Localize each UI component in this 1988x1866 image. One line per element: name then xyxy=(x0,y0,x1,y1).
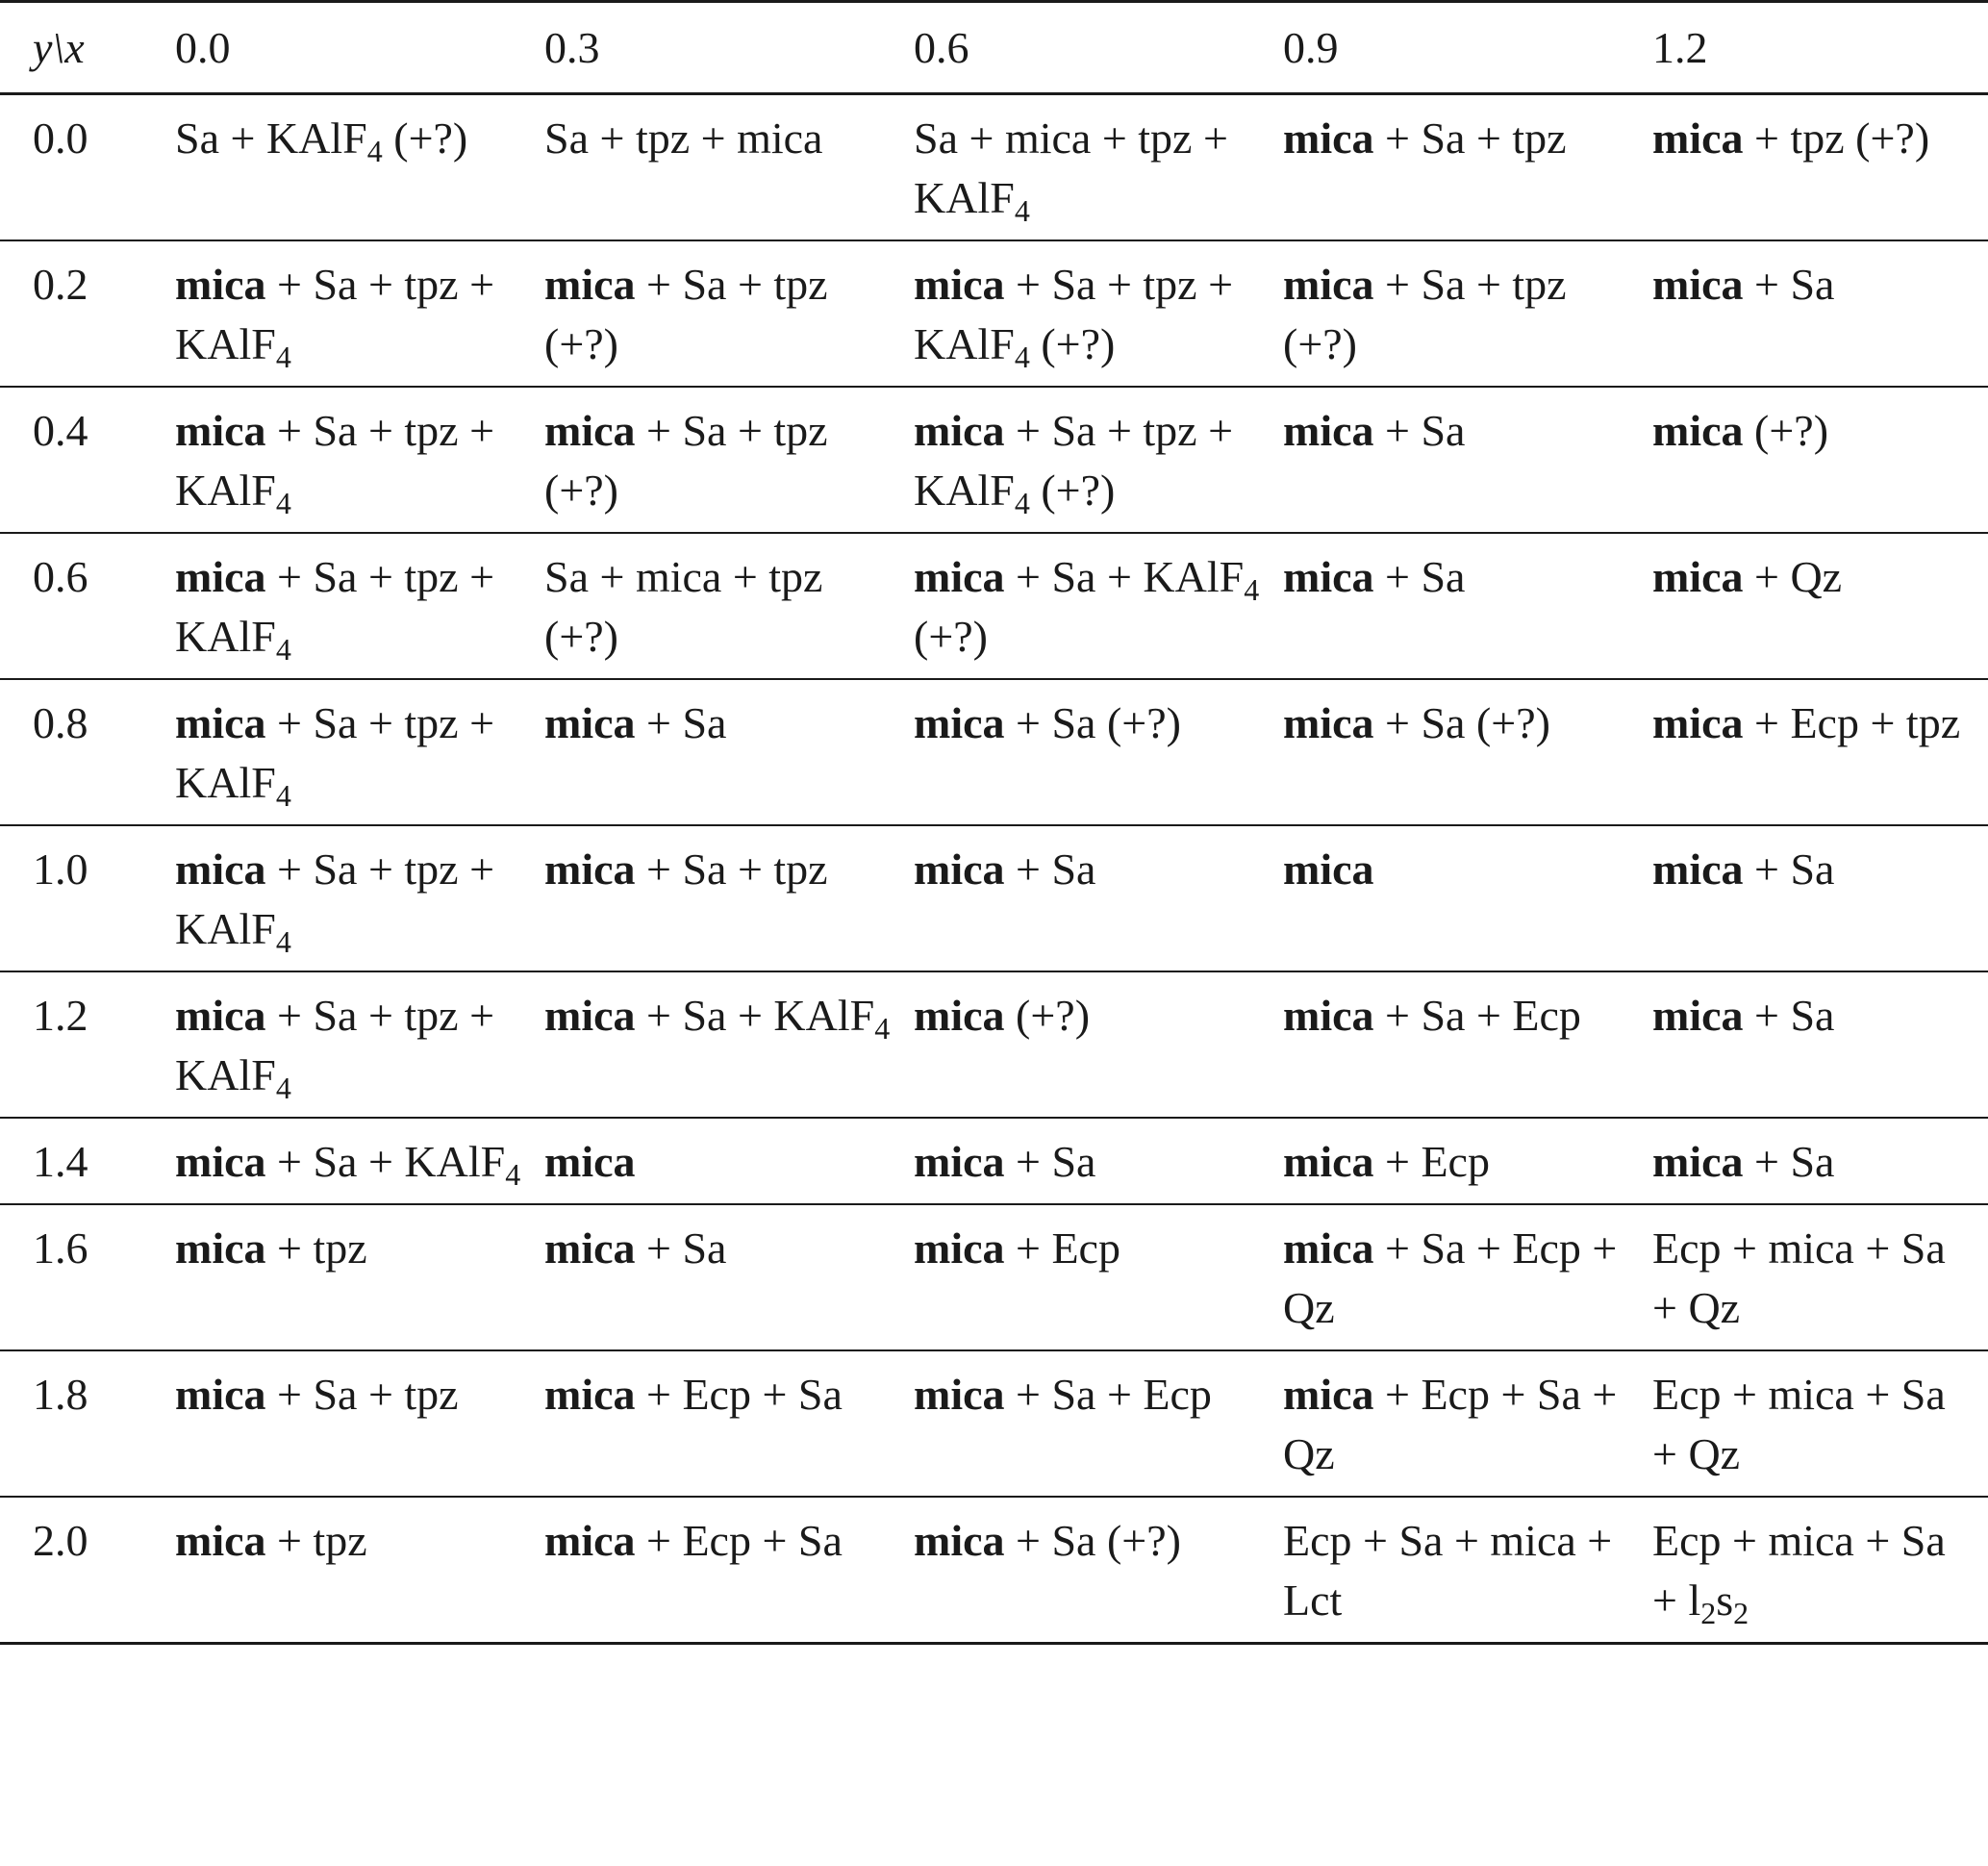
table-row xyxy=(0,240,1988,387)
primary-phase: mica xyxy=(544,260,636,309)
subscript: 4 xyxy=(275,924,291,959)
primary-phase: mica xyxy=(914,698,1005,747)
table-row xyxy=(0,1118,1988,1204)
table-cell: mica + Ecp + tpz xyxy=(1652,679,1988,825)
subscript: 4 xyxy=(275,1071,291,1105)
table-cell: Ecp + mica + $Sa + l_2s_2$ xyxy=(1652,1497,1988,1644)
primary-phase: mica xyxy=(914,406,1005,455)
table-cell: mica (+?) xyxy=(914,971,1283,1118)
primary-phase: mica xyxy=(1652,698,1744,747)
table-cell: mica + Sa (+?) xyxy=(1283,679,1652,825)
primary-phase: mica xyxy=(1652,1137,1744,1186)
table-cell: Sa + KAlF$_4$ (+?) xyxy=(175,94,544,241)
column-header: 0.6 xyxy=(914,2,1283,94)
primary-phase: mica xyxy=(1283,991,1374,1040)
table-row xyxy=(0,1204,1988,1350)
primary-phase: mica xyxy=(1283,406,1374,455)
table-cell: mica + Sa + tpz + KAlF$_4$ xyxy=(175,971,544,1118)
primary-phase: mica xyxy=(1283,260,1374,309)
primary-phase: mica xyxy=(1652,845,1744,894)
table-cell: mica + Qz xyxy=(1652,533,1988,679)
table-cell xyxy=(1283,825,1652,971)
table-cell: mica + Ecp + Sa xyxy=(544,1497,914,1644)
primary-phase: mica xyxy=(914,1370,1005,1419)
table-cell: mica + Sa xyxy=(1652,825,1988,971)
primary-phase: mica xyxy=(1652,552,1744,601)
primary-phase: mica xyxy=(1283,698,1374,747)
table-cell: mica + Sa + Ecp + Qz xyxy=(1283,1204,1652,1350)
primary-phase: mica xyxy=(175,991,266,1040)
row-header: 0.0 xyxy=(0,94,175,241)
primary-phase: mica xyxy=(1283,1137,1374,1186)
table-cell: mica + Sa xyxy=(544,1204,914,1350)
table-row xyxy=(0,971,1988,1118)
table-cell: mica + Sa xyxy=(1283,533,1652,679)
table-cell: mica + Ecp + Sa + Qz xyxy=(1283,1350,1652,1497)
table-cell: Sa + tpz + mica xyxy=(544,94,914,241)
table-cell: mica + Ecp xyxy=(1283,1118,1652,1204)
table-cell: mica + Sa + tpz (+?) xyxy=(544,387,914,533)
primary-phase: mica xyxy=(914,552,1005,601)
table-cell: mica + Sa + tpz + KAlF$_4$ xyxy=(175,825,544,971)
table-cell: mica + Sa + tpz + KAlF$_4$ xyxy=(175,533,544,679)
table-cell: mica + Sa + KAlF$_4$ xyxy=(175,1118,544,1204)
table-cell: mica + Sa + tpz xyxy=(1283,94,1652,241)
subscript: 2 xyxy=(1733,1596,1749,1630)
table-row xyxy=(0,825,1988,971)
table-cell: mica + tpz xyxy=(175,1497,544,1644)
table-cell: mica + Ecp + Sa xyxy=(544,1350,914,1497)
table-cell: mica + Sa + tpz (+?) xyxy=(1283,240,1652,387)
primary-phase: mica xyxy=(175,845,266,894)
subscript: 4 xyxy=(505,1157,521,1192)
primary-phase: mica xyxy=(175,260,266,309)
subscript: 4 xyxy=(1014,340,1030,374)
primary-phase: mica xyxy=(1652,406,1744,455)
table-cell: mica + Sa + tpz + KAlF$_4$ xyxy=(175,240,544,387)
primary-phase: mica xyxy=(1283,1370,1374,1419)
table-cell: mica + Sa (+?) xyxy=(914,1497,1283,1644)
primary-phase: mica xyxy=(175,552,266,601)
subscript: 4 xyxy=(1244,572,1260,607)
table-row xyxy=(0,679,1988,825)
subscript: 4 xyxy=(1014,486,1030,520)
subscript: 4 xyxy=(275,340,291,374)
table-cell: Ecp + mica + Sa + Qz xyxy=(1652,1204,1988,1350)
primary-phase: mica xyxy=(544,1137,636,1186)
primary-phase: mica xyxy=(544,1370,636,1419)
table-cell: mica + Sa (+?) xyxy=(914,679,1283,825)
table-row xyxy=(0,1350,1988,1497)
primary-phase: mica xyxy=(914,1516,1005,1565)
table-body xyxy=(0,94,1988,1644)
table-cell: Ecp + Sa + mica + Lct xyxy=(1283,1497,1652,1644)
primary-phase: mica xyxy=(544,698,636,747)
table-cell: mica + Sa + Ecp xyxy=(1283,971,1652,1118)
column-header: 1.2 xyxy=(1652,2,1988,94)
table-cell: mica + Sa xyxy=(1283,387,1652,533)
primary-phase: mica xyxy=(175,1370,266,1419)
table-cell: mica + Sa xyxy=(914,825,1283,971)
primary-phase: mica xyxy=(1283,845,1374,894)
table-row xyxy=(0,533,1988,679)
primary-phase: mica xyxy=(544,406,636,455)
table-cell: mica + Sa + KAlF$_4$ (+?) xyxy=(914,533,1283,679)
table-cell: mica + Sa + tpz + KAlF$_4$ (+?) xyxy=(914,240,1283,387)
row-header: 0.2 xyxy=(0,240,175,387)
column-header: 0.9 xyxy=(1283,2,1652,94)
primary-phase: mica xyxy=(175,1137,266,1186)
primary-phase: mica xyxy=(914,991,1005,1040)
primary-phase: mica xyxy=(1652,260,1744,309)
table-row xyxy=(0,1497,1988,1644)
primary-phase: mica xyxy=(914,1223,1005,1273)
subscript: 4 xyxy=(275,632,291,667)
table-cell: mica + Sa xyxy=(1652,240,1988,387)
primary-phase: mica xyxy=(175,698,266,747)
primary-phase: mica xyxy=(175,1516,266,1565)
table-cell xyxy=(544,1118,914,1204)
table-cell: mica (+?) xyxy=(1652,387,1988,533)
row-header: 2.0 xyxy=(0,1497,175,1644)
primary-phase: mica xyxy=(914,260,1005,309)
primary-phase: mica xyxy=(544,1223,636,1273)
table-cell: mica + tpz (+?) xyxy=(1652,94,1988,241)
table-cell: mica + Sa xyxy=(1652,1118,1988,1204)
primary-phase: mica xyxy=(1652,113,1744,163)
subscript: 4 xyxy=(275,778,291,813)
row-header: 0.4 xyxy=(0,387,175,533)
primary-phase: mica xyxy=(544,1516,636,1565)
table-header xyxy=(0,2,1988,94)
row-header: 1.2 xyxy=(0,971,175,1118)
primary-phase: mica xyxy=(914,845,1005,894)
table-cell: mica + Sa + tpz (+?) xyxy=(544,240,914,387)
primary-phase: mica xyxy=(544,991,636,1040)
table-cell: mica + Ecp xyxy=(914,1204,1283,1350)
primary-phase: mica xyxy=(1652,991,1744,1040)
primary-phase: mica xyxy=(1283,552,1374,601)
row-header: 0.6 xyxy=(0,533,175,679)
table-cell: Ecp + mica + Sa + Qz xyxy=(1652,1350,1988,1497)
table-row xyxy=(0,387,1988,533)
row-header: 1.6 xyxy=(0,1204,175,1350)
column-header: 0.0 xyxy=(175,2,544,94)
table-cell: mica + Sa + tpz xyxy=(544,825,914,971)
table-row xyxy=(0,94,1988,241)
table-cell: mica + Sa + tpz xyxy=(175,1350,544,1497)
header-row xyxy=(0,2,1988,94)
table-cell: mica + Sa + KAlF$_4$ xyxy=(544,971,914,1118)
subscript: 4 xyxy=(874,1011,891,1046)
table-cell: mica + Sa + tpz + KAlF$_4$ (+?) xyxy=(914,387,1283,533)
primary-phase: mica xyxy=(914,1137,1005,1186)
subscript: 4 xyxy=(366,134,383,168)
primary-phase: mica xyxy=(175,1223,266,1273)
row-header: 0.8 xyxy=(0,679,175,825)
table-cell: mica + Sa + tpz + KAlF$_4$ xyxy=(175,387,544,533)
table-cell: mica + tpz xyxy=(175,1204,544,1350)
subscript: 4 xyxy=(275,486,291,520)
table-cell: mica + Sa xyxy=(914,1118,1283,1204)
subscript: 4 xyxy=(1014,193,1030,228)
primary-phase: mica xyxy=(1283,113,1374,163)
table-cell: mica + Sa xyxy=(544,679,914,825)
primary-phase: mica xyxy=(1283,1223,1374,1273)
table-cell: Sa + mica + tpz (+?) xyxy=(544,533,914,679)
table-cell: mica + Sa + Ecp xyxy=(914,1350,1283,1497)
row-header: 1.8 xyxy=(0,1350,175,1497)
column-header: 0.3 xyxy=(544,2,914,94)
corner-label: y\x xyxy=(0,2,175,94)
table-cell: mica + Sa xyxy=(1652,971,1988,1118)
row-header: 1.0 xyxy=(0,825,175,971)
primary-phase: mica xyxy=(175,406,266,455)
subscript: 2 xyxy=(1700,1596,1717,1630)
table-cell: mica + Sa + tpz + KAlF$_4$ xyxy=(175,679,544,825)
table-cell: Sa + mica + tpz + KAlF$_4$ xyxy=(914,94,1283,241)
primary-phase: mica xyxy=(544,845,636,894)
row-header: 1.4 xyxy=(0,1118,175,1204)
